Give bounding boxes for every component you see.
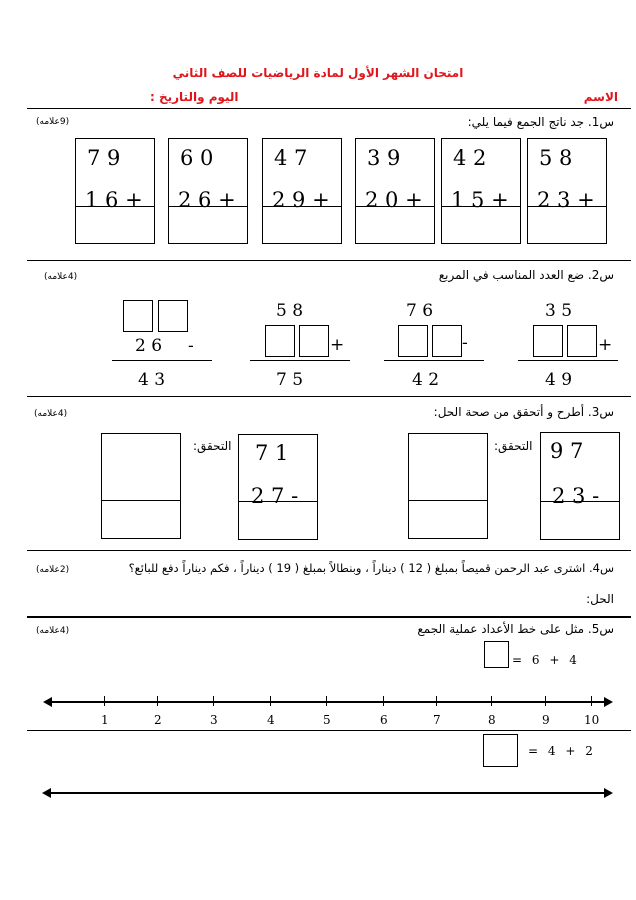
q5-answer-box-1[interactable]: [484, 641, 509, 668]
q2-item-4-box-b[interactable]: [158, 300, 188, 332]
number-line-tick: [270, 696, 271, 706]
q2-marks: (4علامه): [44, 272, 78, 282]
q2-item-4-box-a[interactable]: [123, 300, 153, 332]
number-line-tick: [104, 696, 105, 706]
q1-problem-top: 3 9: [367, 146, 401, 170]
number-line-label: 6: [380, 713, 388, 727]
arrow-right-icon: [604, 697, 613, 707]
q3-check-box-1[interactable]: [408, 433, 488, 539]
q2-item-3-sign: +: [330, 335, 345, 355]
q2-item-3-box-b[interactable]: [299, 325, 329, 357]
header-rule: [27, 108, 631, 109]
q2-item-4-sign: -: [188, 336, 194, 356]
q2-item-2-box-a[interactable]: [398, 325, 428, 357]
q3-problem-1-top: 9 7: [550, 439, 584, 463]
q1-divider: [27, 260, 631, 261]
q2-item-2-top: 7 6: [406, 301, 434, 321]
q2-item-1-box-a[interactable]: [533, 325, 563, 357]
q4-divider: [27, 616, 631, 618]
number-line-label: 7: [433, 713, 441, 727]
q1-problem-bottom: 2 6 +: [178, 188, 236, 212]
arrow-left-icon: [42, 788, 51, 798]
date-label: اليوم والتاريخ :: [150, 90, 239, 104]
q1-problem-top: 5 8: [539, 146, 573, 170]
name-label: الاسم: [583, 90, 618, 104]
number-line-tick: [326, 696, 327, 706]
q3-check-label-2: التحقق:: [193, 439, 232, 453]
q5-divider: [27, 730, 631, 731]
q1-problem-top: 4 7: [274, 146, 308, 170]
q5-equation-1: = 6 + 4: [512, 653, 577, 667]
q2-item-2-result: 4 2: [412, 370, 440, 390]
q2-item-2-box-b[interactable]: [432, 325, 462, 357]
q5-answer-box-2[interactable]: [483, 734, 518, 767]
number-line-label: 3: [210, 713, 218, 727]
q2-item-3-box-a[interactable]: [265, 325, 295, 357]
q2-item-4-second: 2 6: [135, 336, 163, 356]
q3-check-box-2[interactable]: [101, 433, 181, 539]
q2-item-4-line: [112, 360, 212, 361]
number-line-tick: [545, 696, 546, 706]
q5-text: س5. مثل على خط الأعداد عملية الجمع: [417, 622, 614, 636]
q2-item-3-top: 5 8: [276, 301, 304, 321]
q1-problem-top: 7 9: [87, 146, 121, 170]
q5-equation-2: = 4 + 2: [528, 744, 593, 758]
q3-check-label-1: التحقق:: [494, 439, 533, 453]
q3-text: س3. أطرح و أتحقق من صحة الحل:: [433, 405, 614, 419]
number-line-label: 2: [154, 713, 162, 727]
q2-item-1-box-b[interactable]: [567, 325, 597, 357]
number-line-label: 5: [323, 713, 331, 727]
q2-item-4-result: 4 3: [138, 370, 166, 390]
q3-problem-2-top: 7 1: [255, 441, 289, 465]
number-line-tick: [436, 696, 437, 706]
number-line-label: 1: [101, 713, 109, 727]
arrow-right-icon: [604, 788, 613, 798]
number-line-tick: [491, 696, 492, 706]
number-line-tick: [383, 696, 384, 706]
q2-divider: [27, 396, 631, 397]
q1-problem-bottom: 2 9 +: [272, 188, 330, 212]
number-line-label: 9: [542, 713, 550, 727]
number-line-tick: [213, 696, 214, 706]
q1-marks: (9علامه): [36, 117, 70, 127]
q2-item-3-line: [250, 360, 350, 361]
q2-item-1-result: 4 9: [545, 370, 573, 390]
q1-problem-bottom: 1 6 +: [85, 188, 143, 212]
q2-item-2-line: [384, 360, 484, 361]
number-line-label: 4: [267, 713, 275, 727]
number-line-tick: [591, 696, 592, 706]
q2-text: س2. ضع العدد المناسب في المربع: [438, 268, 614, 282]
q1-text: س1. جد ناتج الجمع فيما يلي:: [467, 115, 614, 129]
number-line-tick: [157, 696, 158, 706]
q2-item-2-sign: -: [462, 333, 468, 353]
q2-item-1-line: [518, 360, 618, 361]
q2-item-1-sign: +: [598, 335, 613, 355]
q3-divider: [27, 550, 631, 551]
number-line-label: 10: [584, 713, 600, 727]
q2-item-3-result: 7 5: [276, 370, 304, 390]
q2-item-1-top: 3 5: [545, 301, 573, 321]
q4-marks: (2علامه): [36, 565, 70, 575]
q3-marks: (4علامه): [34, 409, 68, 419]
q1-problem-bottom: 2 0 +: [365, 188, 423, 212]
arrow-left-icon: [43, 697, 52, 707]
number-line-label: 8: [488, 713, 496, 727]
q5-marks: (4علامه): [36, 626, 70, 636]
q1-problem-top: 6 0: [180, 146, 214, 170]
q4-solution-label: الحل:: [586, 592, 614, 606]
q1-problem-bottom: 2 3 +: [537, 188, 595, 212]
q3-problem-2-bottom: 2 7 -: [251, 484, 299, 508]
exam-title: امتحان الشهر الأول لمادة الرياضيات للصف الثاني: [172, 66, 464, 80]
q1-problem-top: 4 2: [453, 146, 487, 170]
q1-problem-bottom: 1 5 +: [451, 188, 509, 212]
q3-problem-1-bottom: 2 3 -: [552, 484, 600, 508]
q4-text: س4. اشترى عبد الرحمن قميصاً بمبلغ ( 12 ) ديناراً ، وبنطالاً بمبلغ ( 19 ) ديناراً ، فكم ديناراً دفع للبائع؟: [128, 561, 614, 575]
